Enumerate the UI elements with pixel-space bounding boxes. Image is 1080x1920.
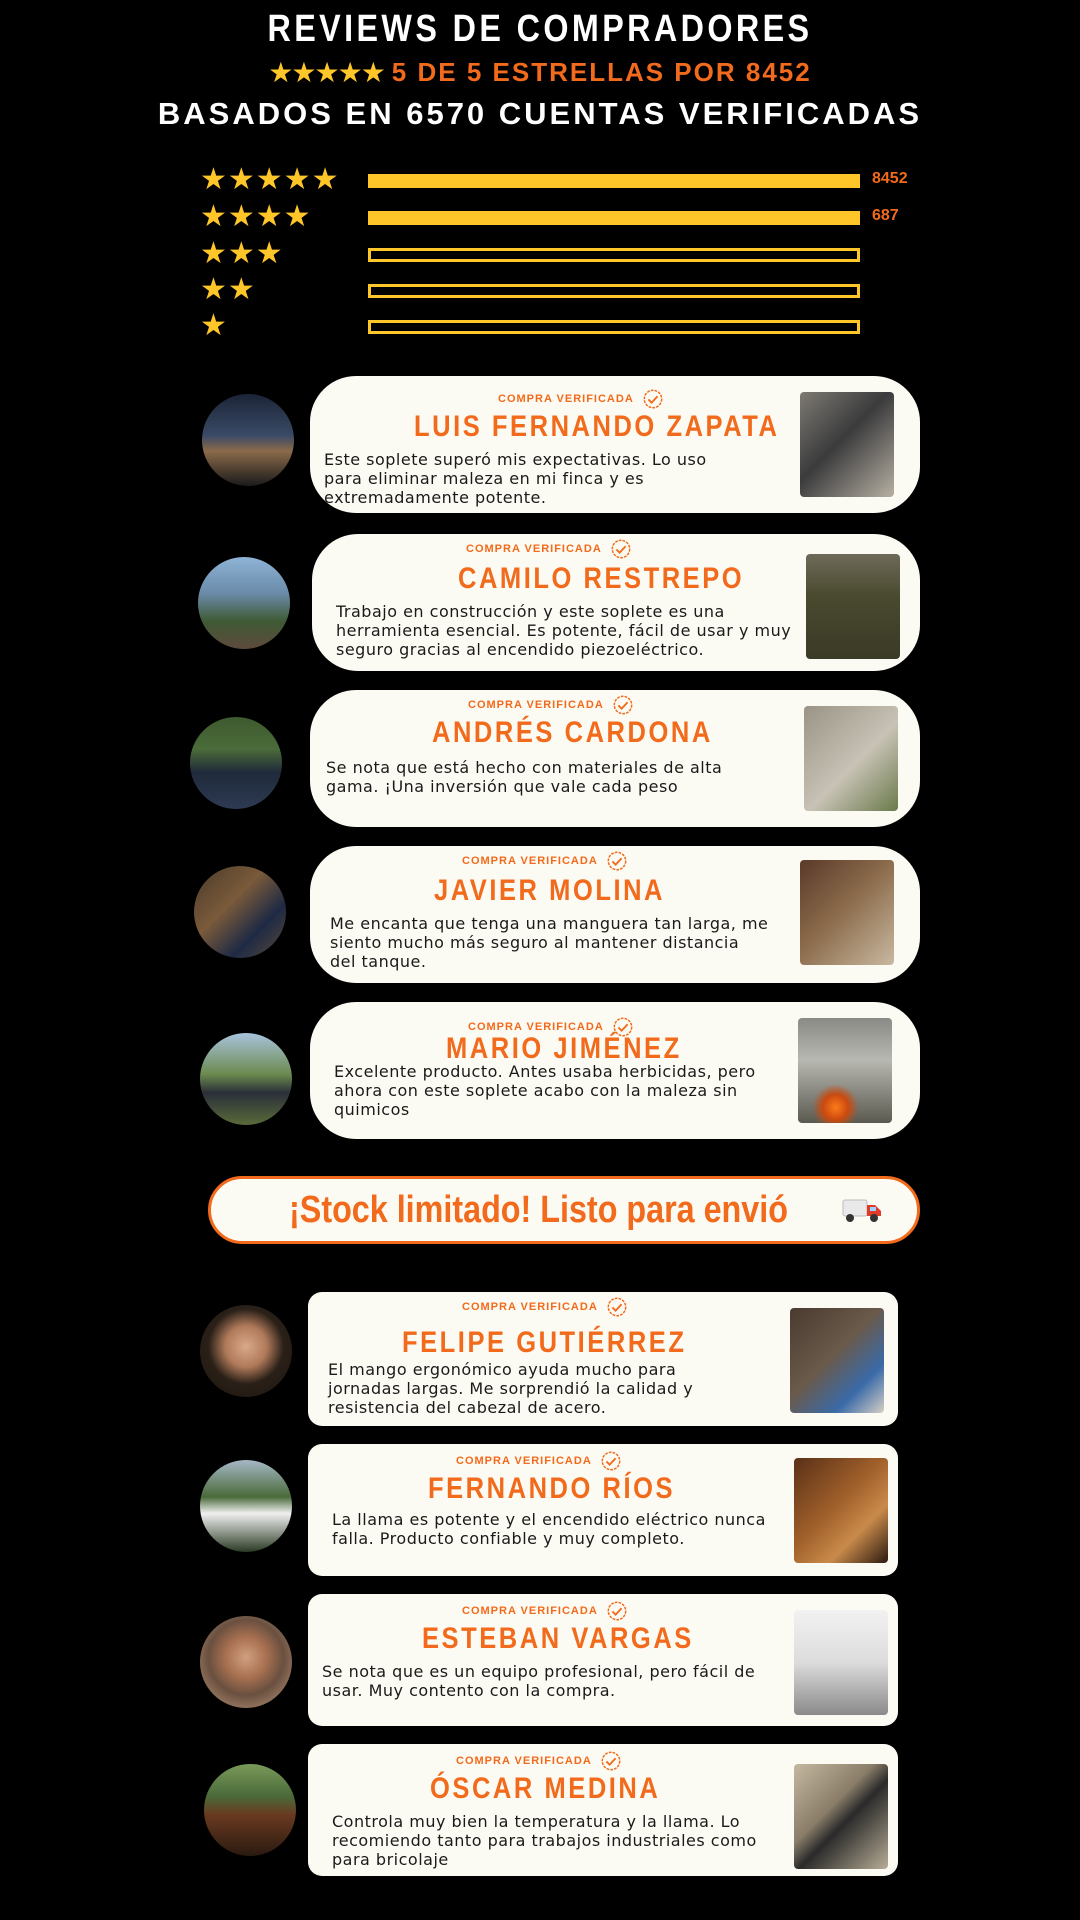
review-text: Este soplete superó mis expectativas. Lo uso para eliminar maleza en mi finca y es extremadamente potente.	[324, 450, 707, 507]
star-icons: ★★★★	[200, 199, 312, 234]
reviewer-avatar	[202, 394, 294, 486]
review-card	[312, 534, 920, 671]
review-photo	[804, 706, 898, 811]
verified-label: COMPRA VERIFICADA	[468, 699, 604, 711]
review-card	[308, 1292, 898, 1426]
review-photo	[806, 554, 900, 659]
verified-label: COMPRA VERIFICADA	[456, 1755, 592, 1767]
review-photo	[794, 1764, 888, 1869]
verified-badge	[468, 694, 634, 716]
star-icons: ★	[200, 308, 228, 343]
verified-check-icon	[610, 538, 632, 560]
review-text: La llama es potente y el encendido eléctrico nunca falla. Producto confiable y muy completo.	[332, 1510, 766, 1548]
review-photo	[794, 1610, 888, 1715]
verified-check-icon	[600, 1750, 622, 1772]
review-text: El mango ergonómico ayuda mucho para jornadas largas. Me sorprendió la calidad y resistencia del cabezal de acero.	[328, 1360, 694, 1417]
reviewer-name: ANDRÉS CARDONA	[432, 716, 713, 749]
distribution-bar	[368, 174, 860, 188]
review-card	[310, 846, 920, 983]
distribution-count: 8452	[872, 170, 908, 187]
star-icons: ★★	[200, 272, 256, 307]
verified-check-icon	[606, 850, 628, 872]
verified-check-icon	[612, 694, 634, 716]
verified-badge	[462, 1600, 628, 1622]
review-card	[310, 1002, 920, 1139]
reviewer-avatar	[200, 1460, 292, 1552]
verified-badge	[498, 388, 664, 410]
distribution-bar	[368, 320, 860, 334]
reviewer-name: ÓSCAR MEDINA	[430, 1772, 661, 1805]
distribution-bar	[368, 248, 860, 262]
page-title: REVIEWS DE COMPRADORES	[267, 8, 813, 50]
verified-label: COMPRA VERIFICADA	[498, 393, 634, 405]
distribution-row-2	[200, 272, 920, 307]
reviewer-name: FERNANDO RÍOS	[428, 1472, 676, 1505]
distribution-row-3	[200, 236, 920, 271]
review-text: Se nota que es un equipo profesional, pero fácil de usar. Muy contento con la compra.	[322, 1662, 756, 1700]
verified-label: COMPRA VERIFICADA	[462, 1301, 598, 1313]
verified-check-icon	[606, 1296, 628, 1318]
review-text: Controla muy bien la temperatura y la llama. Lo recomiendo tanto para trabajos industriales como para bricolaje	[332, 1812, 757, 1869]
verified-label: COMPRA VERIFICADA	[466, 543, 602, 555]
review-photo	[798, 1018, 892, 1123]
distribution-bar	[368, 211, 860, 225]
rating-text: 5 DE 5 ESTRELLAS POR 8452	[391, 57, 812, 87]
review-text: Se nota que está hecho con materiales de alta gama. ¡Una inversión que vale cada peso	[326, 758, 723, 796]
distribution-bar-fill	[371, 214, 857, 222]
reviewer-avatar	[204, 1764, 296, 1856]
verified-accounts-subtitle: BASADOS EN 6570 CUENTAS VERIFICADAS	[157, 96, 923, 131]
verified-badge	[462, 850, 628, 872]
reviewer-avatar	[190, 717, 282, 809]
verified-label: COMPRA VERIFICADA	[456, 1455, 592, 1467]
distribution-count: 687	[872, 207, 899, 224]
reviewer-avatar	[200, 1616, 292, 1708]
review-photo	[800, 392, 894, 497]
verified-check-icon	[600, 1450, 622, 1472]
review-card	[310, 376, 920, 513]
reviewer-name: ESTEBAN VARGAS	[422, 1622, 694, 1655]
review-photo	[790, 1308, 884, 1413]
rating-summary	[0, 56, 1080, 89]
review-photo	[800, 860, 894, 965]
review-photo	[794, 1458, 888, 1563]
reviewer-avatar	[200, 1305, 292, 1397]
star-icons: ★★★★★	[200, 162, 340, 197]
reviewer-name: FELIPE GUTIÉRREZ	[402, 1326, 687, 1359]
star-icons: ★★★	[200, 236, 284, 271]
reviewer-name: MARIO JIMÉNEZ	[446, 1032, 682, 1065]
verified-label: COMPRA VERIFICADA	[462, 1605, 598, 1617]
reviewer-name: JAVIER MOLINA	[434, 874, 666, 907]
reviewer-avatar	[200, 1033, 292, 1125]
review-text: Me encanta que tenga una manguera tan larga, me siento mucho más seguro al mantener distancia del tanque.	[330, 914, 769, 971]
review-card	[310, 690, 920, 827]
review-card	[308, 1744, 898, 1876]
rating-stars-icon: ★★★★★	[268, 56, 384, 89]
cta-label: ¡Stock limitado! Listo para envió	[288, 1188, 788, 1231]
reviewer-name: CAMILO RESTREPO	[458, 562, 745, 595]
verified-badge	[456, 1750, 622, 1772]
review-card	[308, 1594, 898, 1726]
review-text: Excelente producto. Antes usaba herbicidas, pero ahora con este soplete acabo con la maleza sin quimicos	[334, 1062, 756, 1119]
review-card	[308, 1444, 898, 1576]
verified-check-icon	[642, 388, 664, 410]
reviewer-avatar	[198, 557, 290, 649]
distribution-row-4	[200, 199, 920, 234]
reviewer-avatar	[194, 866, 286, 958]
verified-badge	[466, 538, 632, 560]
distribution-row-1	[200, 308, 920, 343]
distribution-bar-fill	[371, 177, 857, 185]
verified-badge	[456, 1450, 622, 1472]
verified-check-icon	[606, 1600, 628, 1622]
truck-icon	[841, 1196, 883, 1224]
distribution-bar	[368, 284, 860, 298]
verified-label: COMPRA VERIFICADA	[462, 855, 598, 867]
distribution-row-5	[200, 162, 920, 197]
stock-limited-button[interactable]	[208, 1176, 920, 1244]
verified-badge	[462, 1296, 628, 1318]
reviewer-name: LUIS FERNANDO ZAPATA	[414, 410, 780, 443]
verified-label: COMPRA VERIFICADA	[468, 1021, 604, 1033]
review-text: Trabajo en construcción y este soplete es una herramienta esencial. Es potente, fácil de usar y muy seguro gracias al encendido piezoeléctrico.	[336, 602, 792, 659]
